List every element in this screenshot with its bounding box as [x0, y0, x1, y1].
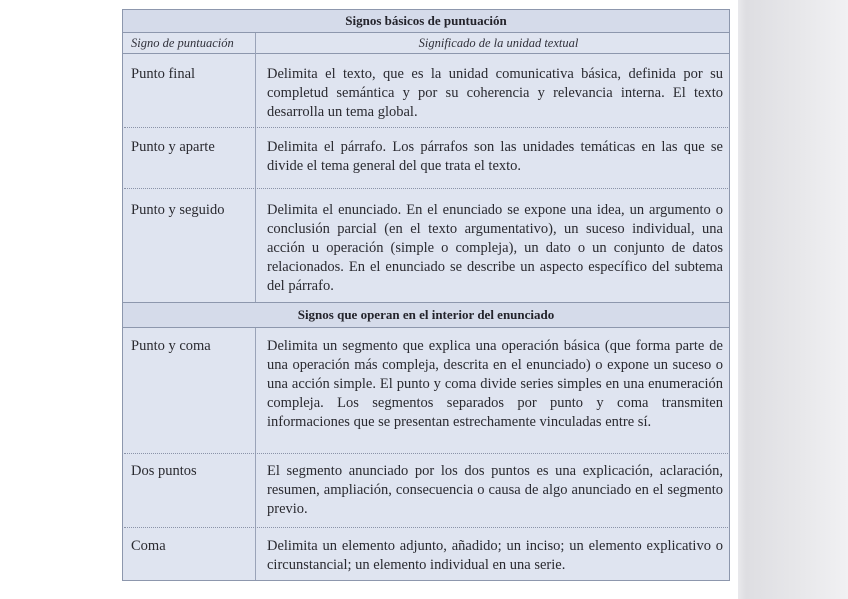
row-description: Delimita un segmento que explica una operación básica (que forma parte de una operación más compleja, descrita en el enunciado) o expone un suceso o una acción simple. El punto y coma divide series simples en una enumeración compleja. Los segmentos separados por punto y coma transmiten informaciones que se presentan estrechamente vinculadas entre sí.: [267, 338, 723, 430]
row-description: Delimita el párrafo. Los párrafos son las unidades temáticas en las que se divide el tema general del que trata el texto.: [267, 139, 723, 174]
row-separator: [124, 453, 728, 454]
row-description: Delimita el texto, que es la unidad comunicativa básica, definida por su completud semántica y por su coherencia y relevancia interna. El texto desarrolla un tema global.: [267, 66, 723, 120]
punctuation-table: [122, 9, 730, 581]
row-term: Punto final: [131, 66, 196, 82]
column-divider-bottom: [255, 328, 256, 580]
column-divider-top: [255, 33, 256, 302]
row-description: Delimita el enunciado. En el enunciado se expone una idea, un argumento o conclusión parcial (en el texto argumentativo), un suceso individual, una acción u operación (simple o compleja), un dato o un conjunto de datos relacionados. En el enunciado se describe un aspecto específico del subtema del párrafo.: [267, 202, 723, 294]
column-headers: [123, 33, 729, 54]
row-separator: [124, 188, 728, 189]
column-header-meaning: Significado de la unidad textual: [418, 36, 579, 50]
section-title-basic-signs: Signos básicos de puntuación: [123, 10, 729, 33]
row-separator: [124, 127, 728, 128]
row-term: Punto y aparte: [131, 139, 215, 155]
row-separator: [124, 527, 728, 528]
row-description: El segmento anunciado por los dos puntos es una explicación, aclaración, resumen, ampliación, consecuencia o causa de algo anunciado en el segmento previo.: [267, 463, 723, 517]
row-term: Punto y seguido: [131, 202, 225, 218]
row-term: Coma: [131, 538, 166, 554]
section-title-inner-signs: Signos que operan en el interior del enunciado: [123, 302, 729, 328]
column-header-sign: Signo de puntuación: [131, 36, 234, 50]
row-description: Delimita un elemento adjunto, añadido; un inciso; un elemento explicativo o circunstancial; un elemento individual en una serie.: [267, 538, 723, 573]
adjacent-page-edge: [738, 0, 848, 599]
row-term: Dos puntos: [131, 463, 197, 479]
row-term: Punto y coma: [131, 338, 211, 354]
